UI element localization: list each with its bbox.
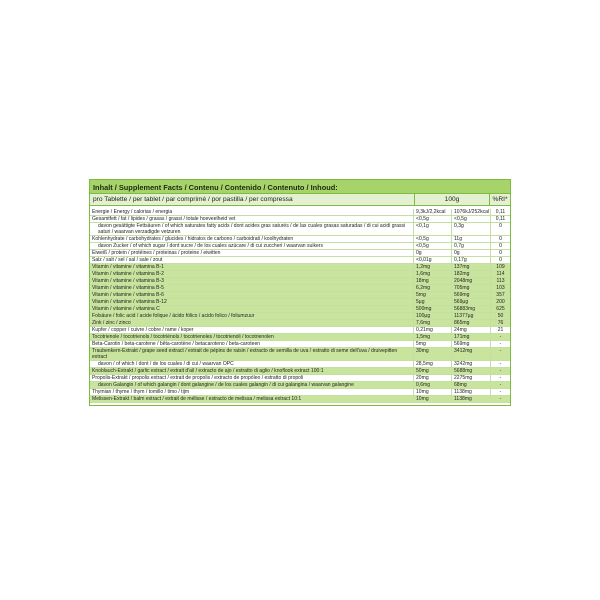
- ri-value: -: [490, 334, 510, 340]
- nutrient-name: Propolis-Extrakt / propolis extract / extrait de propolis / extracto de propóleo / estratto di propoli: [92, 375, 304, 381]
- per-100g-value: 56883mg: [451, 306, 490, 312]
- nutrient-name: Energie / Energy / calorias / energia: [92, 209, 173, 215]
- per-100g-value: 11377µg: [451, 313, 490, 319]
- per-tablet-value: <0,1g: [413, 223, 451, 235]
- per-tablet-value: 10mg: [413, 389, 451, 395]
- ri-value: -: [490, 396, 510, 402]
- per-tablet-value: 0,21mg: [413, 327, 451, 333]
- ri-value: 0: [490, 243, 510, 249]
- per-100g-value: 3242mg: [451, 361, 490, 367]
- ri-value: 50: [490, 313, 510, 319]
- table-row: [90, 389, 510, 396]
- per-100g-value: 24mg: [451, 327, 490, 333]
- nutrient-name: Melissen-Extrakt / balm extract / extrait de mélisse / estracto de melissa / melissa extract 10:1: [92, 396, 302, 402]
- per-100g-value: 171mg: [451, 334, 490, 340]
- per-tablet-value: 18mg: [413, 278, 451, 284]
- per-tablet-value: 1,2mg: [413, 264, 451, 270]
- ri-value: -: [490, 361, 510, 367]
- table-row: [90, 264, 510, 271]
- per-tablet-value: 1,6mg: [413, 271, 451, 277]
- nutrient-name: Gesamtfett / fat / lipides / grasas / grassi / totale hoeveelheid vet: [92, 216, 236, 222]
- per-tablet-value: 10mg: [413, 396, 451, 402]
- table-title: Inhalt / Supplement Facts / Contenu / Contenido / Contenuto / Inhoud:: [90, 180, 510, 193]
- ri-value: -: [490, 368, 510, 374]
- nutrient-name: Eiweiß / protein / protéines / proteinas / proteine / eiwitten: [92, 250, 221, 256]
- table-row: [90, 396, 510, 403]
- per-100g-value: 137mg: [451, 264, 490, 270]
- per-tablet-value: 500mg: [413, 306, 451, 312]
- column-ri: %RI*: [489, 194, 510, 205]
- per-tablet-value: 20mg: [413, 375, 451, 381]
- column-per-tablet: pro Tablette / per tablet / par comprimé / por pastilla / per compressa: [93, 196, 293, 203]
- nutrient-name: davon / of which / dont / de los cuales / di cui / waarvan OPC: [98, 361, 234, 367]
- table-row: [90, 348, 510, 361]
- per-100g-value: <0,5g: [451, 216, 490, 222]
- ri-value: 0,11: [490, 209, 510, 215]
- ri-value: -: [490, 375, 510, 381]
- per-100g-value: 0,7g: [451, 243, 490, 249]
- nutrient-name: Kohlenhydrate / carbohydrates / glucides / hidratos de carbono / carboidrati / koolhydraten: [92, 236, 294, 242]
- per-tablet-value: 9,3kJ/2,2kcal: [413, 209, 451, 215]
- ri-value: 76: [490, 320, 510, 326]
- per-tablet-value: 0,6mg: [413, 382, 451, 388]
- nutrient-name: Thymian / thyme / thym / tomillo / timo / tijm: [92, 389, 190, 395]
- per-tablet-value: <0,5g: [413, 216, 451, 222]
- ri-value: 0: [490, 236, 510, 242]
- ri-value: 109: [490, 264, 510, 270]
- nutrient-name: Vitamin / vitamine / vitamina B-12: [92, 299, 167, 305]
- nutrient-name: Salz / salt / sel / sal / sale / zout: [92, 257, 163, 263]
- table-row: [90, 236, 510, 243]
- table-row: [90, 327, 510, 334]
- nutrient-name: Tocotrienole / tocotrienols / tocotriénols / tocotrienoles / tocotrienoli / tocotrienolen: [92, 334, 274, 340]
- per-100g-value: 182mg: [451, 271, 490, 277]
- per-tablet-value: 5µg: [413, 299, 451, 305]
- column-header-row: [90, 193, 510, 206]
- supplement-facts-table: [89, 179, 511, 406]
- ri-value: -: [490, 348, 510, 360]
- table-row: [90, 299, 510, 306]
- table-row: [90, 341, 510, 348]
- column-per-100g: 100g: [414, 194, 489, 205]
- table-row: [90, 271, 510, 278]
- per-tablet-value: 1,5mg: [413, 334, 451, 340]
- ri-value: 103: [490, 285, 510, 291]
- nutrient-name: davon Zucker / of which sugar / dont sucre / de los cuales azúcare / di cui zuccheri / waarvan suikers: [98, 243, 323, 249]
- per-100g-value: 865mg: [451, 320, 490, 326]
- per-100g-value: 1076kJ/252kcal: [451, 209, 490, 215]
- ri-value: 0: [490, 250, 510, 256]
- per-tablet-value: 100µg: [413, 313, 451, 319]
- ri-value: 0,11: [490, 216, 510, 222]
- ri-value: 0: [490, 223, 510, 235]
- per-tablet-value: 28,5mg: [413, 361, 451, 367]
- nutrient-name: Vitamin / vitamine / vitamina B-1: [92, 264, 164, 270]
- table-row: [90, 278, 510, 285]
- table-row: [90, 216, 510, 223]
- table-row: [90, 243, 510, 250]
- table-row: [90, 292, 510, 299]
- per-100g-value: 5688mg: [451, 368, 490, 374]
- ri-value: 21: [490, 327, 510, 333]
- ri-value: 0: [490, 257, 510, 263]
- per-tablet-value: 5mg: [413, 292, 451, 298]
- per-100g-value: 0,17g: [451, 257, 490, 263]
- per-100g-value: 0,3g: [451, 223, 490, 235]
- per-100g-value: 11g: [451, 236, 490, 242]
- per-tablet-value: 5mg: [413, 341, 451, 347]
- per-tablet-value: <0,5g: [413, 243, 451, 249]
- nutrient-name: Kupfer / copper / cuivre / cobre / rame / koper: [92, 327, 194, 333]
- per-100g-value: 68mg: [451, 382, 490, 388]
- table-row: [90, 250, 510, 257]
- per-tablet-value: 6,2mg: [413, 285, 451, 291]
- ri-value: 200: [490, 299, 510, 305]
- nutrient-name: Zink / zinc / zinco: [92, 320, 131, 326]
- per-100g-value: 705mg: [451, 285, 490, 291]
- ri-value: -: [490, 341, 510, 347]
- per-100g-value: 1138mg: [451, 396, 490, 402]
- table-row: [90, 361, 510, 368]
- table-row: [90, 313, 510, 320]
- ri-value: -: [490, 382, 510, 388]
- nutrient-name: Vitamin / vitamine / vitamina B-6: [92, 292, 164, 298]
- nutrient-name: Vitamin / vitamine / vitamina C: [92, 306, 160, 312]
- table-row: [90, 223, 510, 236]
- nutrient-name: Vitamin / vitamine / vitamina B-5: [92, 285, 164, 291]
- ri-value: -: [490, 389, 510, 395]
- ri-value: 113: [490, 278, 510, 284]
- per-tablet-value: 50mg: [413, 368, 451, 374]
- per-tablet-value: <0,01g: [413, 257, 451, 263]
- per-100g-value: 569µg: [451, 299, 490, 305]
- nutrient-name: Beta-Carotin / beta-carotene / bêta-carotène / betacaroteno / beta-caroteen: [92, 341, 261, 347]
- per-100g-value: 3412mg: [451, 348, 490, 360]
- table-row: [90, 382, 510, 389]
- table-row: [90, 368, 510, 375]
- table-row: [90, 320, 510, 327]
- per-100g-value: 2275mg: [451, 375, 490, 381]
- table-row: [90, 209, 510, 216]
- nutrient-name: davon Galangin / of which galangin / dont galangine / de los cuales galangin / di cui galangina / waarvan galangine: [98, 382, 354, 388]
- ri-value: 357: [490, 292, 510, 298]
- table-row: [90, 285, 510, 292]
- nutrient-name: Folsäure / folic acid / acide folique / ácido fólico / acido folico / foliumzuur: [92, 313, 255, 319]
- per-100g-value: 1138mg: [451, 389, 490, 395]
- table-row: [90, 257, 510, 264]
- per-100g-value: 2048mg: [451, 278, 490, 284]
- nutrient-name: Vitamin / vitamine / vitamina B-2: [92, 271, 164, 277]
- nutrient-name: Knoblauch-Extrakt / garlic extract / extrait d'ail / extracto de ajo / estratto di aglio / knoflook extract 100:1: [92, 368, 324, 374]
- nutrient-rows: [90, 209, 510, 403]
- table-row: [90, 334, 510, 341]
- nutrient-name: davon gesättigte Fettsäuren / of which saturates fatty acids / dont acides gras saturés / de las cuales grasas saturadas / di cui acidi grassi saturi / waarvan verzadigde vetzuren: [98, 223, 406, 235]
- ri-value: 625: [490, 306, 510, 312]
- per-tablet-value: 0g: [413, 250, 451, 256]
- per-tablet-value: 30mg: [413, 348, 451, 360]
- table-row: [90, 306, 510, 313]
- per-100g-value: 0g: [451, 250, 490, 256]
- per-tablet-value: 7,6mg: [413, 320, 451, 326]
- table-row: [90, 375, 510, 382]
- per-tablet-value: <0,5g: [413, 236, 451, 242]
- nutrient-name: Vitamin / vitamine / vitamina B-3: [92, 278, 164, 284]
- ri-value: 114: [490, 271, 510, 277]
- per-100g-value: 569mg: [451, 341, 490, 347]
- nutrient-name: Traubenkern-Extrakt / grape seed extract / extrait de pépins de raisin / extracto de semilla de uva / estratto di seme dell'uva / druivepitten extract: [92, 348, 398, 360]
- per-100g-value: 569mg: [451, 292, 490, 298]
